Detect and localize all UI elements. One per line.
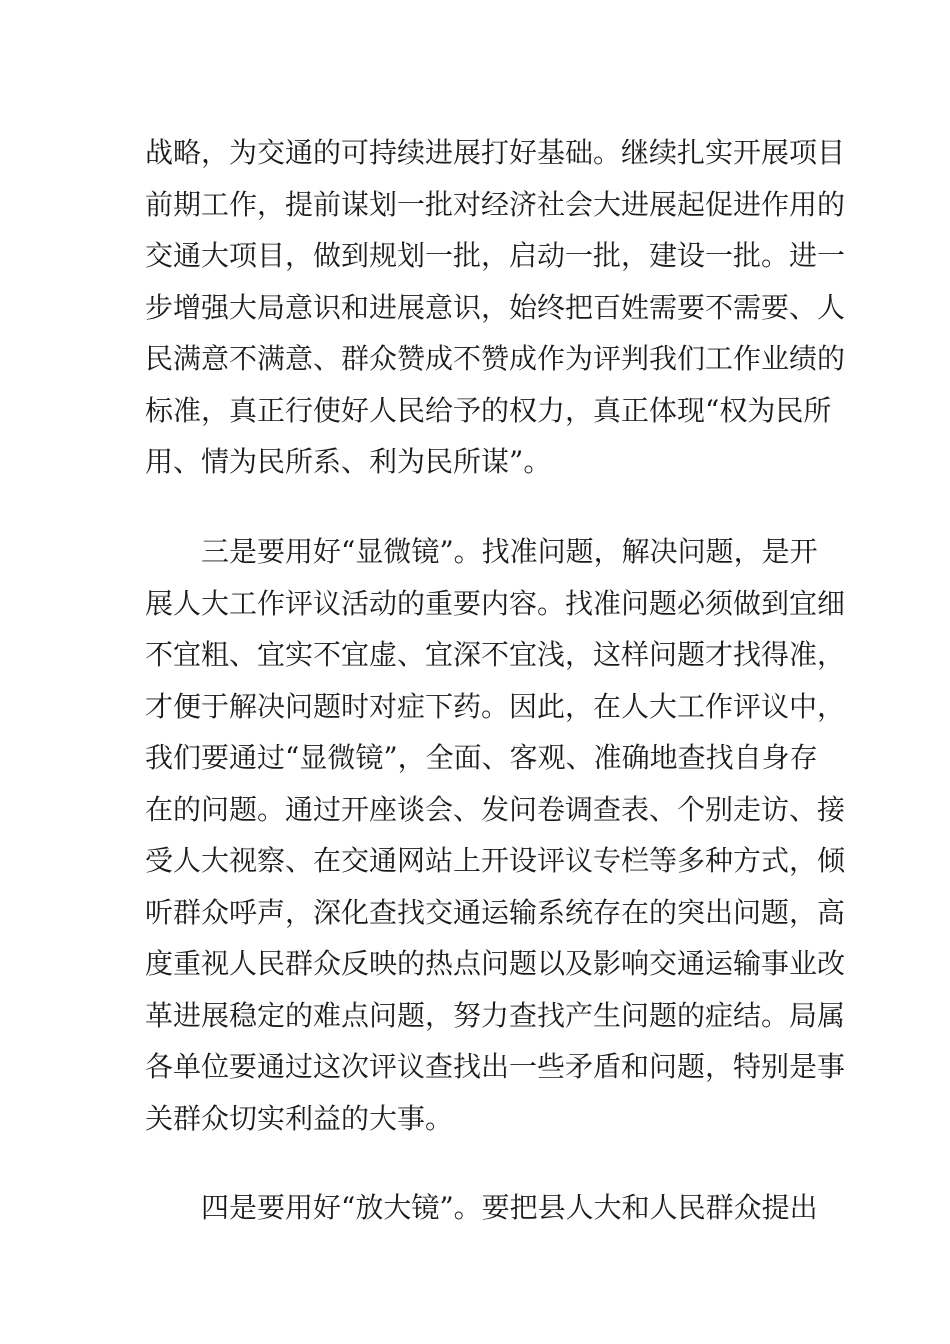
paragraph-line: 革进展稳定的难点问题，努力查找产生问题的症结。局属 bbox=[145, 998, 846, 1032]
paragraph-line: 交通大项目，做到规划一批，启动一批，建设一批。进一 bbox=[145, 239, 846, 272]
paragraph-line: 标准，真正行使好人民给予的权力，真正体现“权为民所 bbox=[145, 393, 832, 427]
paragraph-line: 关群众切实利益的大事。 bbox=[145, 1101, 454, 1135]
paragraph-first-line: 三是要用好“显微镜”。找准问题，解决问题，是开 bbox=[201, 535, 818, 568]
paragraph-line: 受人大视察、在交通网站上开设评议专栏等多种方式，倾 bbox=[145, 844, 846, 877]
paragraph-line: 展人大工作评议活动的重要内容。找准问题必须做到宜细 bbox=[145, 586, 846, 620]
paragraph-line: 听群众呼声，深化查找交通运输系统存在的突出问题，高 bbox=[145, 895, 846, 929]
paragraph-line: 前期工作，提前谋划一批对经济社会大进展起促进作用的 bbox=[145, 187, 846, 221]
paragraph-line: 度重视人民群众反映的热点问题以及影响交通运输事业改 bbox=[145, 947, 846, 980]
paragraph-first-line: 四是要用好“放大镜”。要把县人大和人民群众提出 bbox=[201, 1191, 818, 1224]
paragraph-line: 各单位要通过这次评议查找出一些矛盾和问题，特别是事 bbox=[145, 1050, 846, 1083]
paragraph-magnifier bbox=[145, 1182, 818, 1234]
paragraph-line: 战略，为交通的可持续进展打好基础。继续扎实开展项目 bbox=[145, 136, 846, 169]
paragraph-line: 才便于解决问题时对症下药。因此，在人大工作评议中， bbox=[145, 689, 846, 723]
paragraph-microscope bbox=[145, 526, 846, 1144]
paragraph-line: 在的问题。通过开座谈会、发问卷调查表、个别走访、接 bbox=[145, 792, 846, 826]
paragraph-strategy bbox=[145, 127, 846, 488]
paragraph-line: 不宜粗、宜实不宜虚、宜深不宜浅，这样问题才找得准， bbox=[145, 638, 846, 671]
paragraph-line: 用、情为民所系、利为民所谋”。 bbox=[145, 445, 552, 478]
paragraph-line: 民满意不满意、群众赞成不赞成作为评判我们工作业绩的 bbox=[145, 342, 846, 375]
paragraph-line: 步增强大局意识和进展意识，始终把百姓需要不需要、人 bbox=[145, 290, 846, 324]
paragraph-line: 我们要通过“显微镜”，全面、客观、准确地查找自身存 bbox=[145, 741, 818, 774]
